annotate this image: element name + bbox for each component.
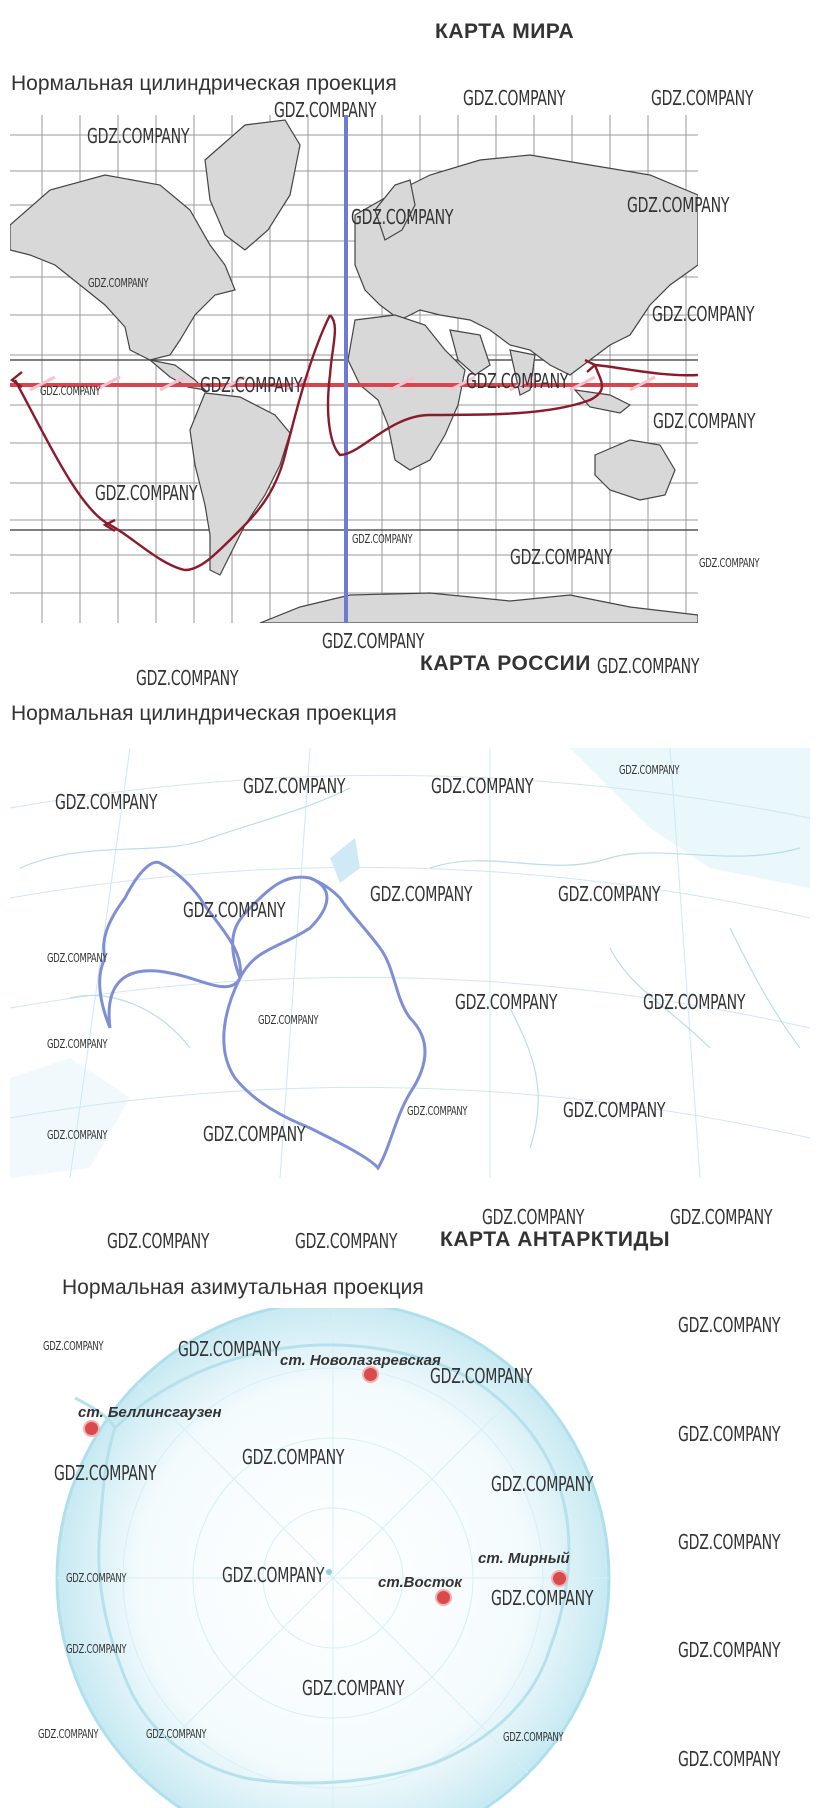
- russia-map-projection: Нормальная цилиндрическая проекция: [11, 702, 397, 725]
- watermark: GDZ.COMPANY: [678, 1530, 781, 1554]
- watermark: GDZ.COMPANY: [66, 1571, 127, 1585]
- watermark: GDZ.COMPANY: [563, 1098, 666, 1122]
- watermark: GDZ.COMPANY: [627, 193, 730, 217]
- watermark: GDZ.COMPANY: [295, 1229, 398, 1253]
- watermark: GDZ.COMPANY: [302, 1676, 405, 1700]
- watermark: GDZ.COMPANY: [431, 774, 534, 798]
- watermark: GDZ.COMPANY: [455, 990, 558, 1014]
- watermark: GDZ.COMPANY: [678, 1422, 781, 1446]
- watermark: GDZ.COMPANY: [463, 86, 566, 110]
- station-label-vostok: ст.Восток: [378, 1574, 462, 1591]
- watermark: GDZ.COMPANY: [491, 1586, 594, 1610]
- watermark: GDZ.COMPANY: [653, 409, 756, 433]
- watermark: GDZ.COMPANY: [652, 302, 755, 326]
- watermark: GDZ.COMPANY: [178, 1337, 281, 1361]
- watermark: GDZ.COMPANY: [352, 532, 413, 546]
- watermark: GDZ.COMPANY: [482, 1205, 585, 1229]
- watermark: GDZ.COMPANY: [619, 763, 680, 777]
- station-marker-bellingshausen: [85, 1422, 98, 1435]
- watermark: GDZ.COMPANY: [40, 384, 101, 398]
- watermark: GDZ.COMPANY: [597, 654, 700, 678]
- watermark: GDZ.COMPANY: [430, 1364, 533, 1388]
- watermark: GDZ.COMPANY: [146, 1727, 207, 1741]
- watermark: GDZ.COMPANY: [510, 545, 613, 569]
- watermark: GDZ.COMPANY: [88, 276, 149, 290]
- watermark: GDZ.COMPANY: [66, 1642, 127, 1656]
- watermark: GDZ.COMPANY: [370, 882, 473, 906]
- antarctica-map-projection: Нормальная азимутальная проекция: [62, 1276, 424, 1299]
- watermark: GDZ.COMPANY: [43, 1339, 104, 1353]
- watermark: GDZ.COMPANY: [491, 1472, 594, 1496]
- watermark: GDZ.COMPANY: [242, 1445, 345, 1469]
- station-label-novolazarevskaya: ст. Новолазаревская: [280, 1352, 441, 1369]
- watermark: GDZ.COMPANY: [54, 1461, 157, 1485]
- watermark: GDZ.COMPANY: [55, 790, 158, 814]
- watermark: GDZ.COMPANY: [38, 1727, 99, 1741]
- watermark: GDZ.COMPANY: [222, 1563, 325, 1587]
- world-map-projection: Нормальная цилиндрическая проекция: [11, 72, 397, 95]
- watermark: GDZ.COMPANY: [643, 990, 746, 1014]
- world-map-title: КАРТА МИРА: [435, 20, 575, 43]
- watermark: GDZ.COMPANY: [200, 373, 303, 397]
- watermark: GDZ.COMPANY: [678, 1747, 781, 1771]
- watermark: GDZ.COMPANY: [47, 951, 108, 965]
- station-label-bellingshausen: ст. Беллинсгаузен: [78, 1404, 222, 1421]
- watermark: GDZ.COMPANY: [136, 666, 239, 690]
- watermark: GDZ.COMPANY: [322, 629, 425, 653]
- watermark: GDZ.COMPANY: [107, 1229, 210, 1253]
- watermark: GDZ.COMPANY: [243, 774, 346, 798]
- station-label-mirny: ст. Мирный: [478, 1550, 570, 1567]
- watermark: GDZ.COMPANY: [47, 1037, 108, 1051]
- watermark: GDZ.COMPANY: [678, 1638, 781, 1662]
- watermark: GDZ.COMPANY: [670, 1205, 773, 1229]
- russia-map-title: КАРТА РОССИИ: [420, 652, 591, 675]
- watermark: GDZ.COMPANY: [407, 1104, 468, 1118]
- watermark: GDZ.COMPANY: [183, 898, 286, 922]
- watermark: GDZ.COMPANY: [258, 1013, 319, 1027]
- watermark: GDZ.COMPANY: [699, 556, 760, 570]
- watermark: GDZ.COMPANY: [466, 369, 569, 393]
- watermark: GDZ.COMPANY: [47, 1128, 108, 1142]
- watermark: GDZ.COMPANY: [95, 481, 198, 505]
- antarctica-map-title: КАРТА АНТАРКТИДЫ: [440, 1228, 671, 1251]
- station-marker-novolazarevskaya: [364, 1368, 377, 1381]
- station-marker-mirny: [553, 1572, 566, 1585]
- watermark: GDZ.COMPANY: [87, 124, 190, 148]
- watermark: GDZ.COMPANY: [203, 1122, 306, 1146]
- station-marker-vostok: [437, 1591, 450, 1604]
- watermark: GDZ.COMPANY: [503, 1730, 564, 1744]
- watermark: GDZ.COMPANY: [558, 882, 661, 906]
- watermark: GDZ.COMPANY: [678, 1313, 781, 1337]
- watermark: GDZ.COMPANY: [274, 98, 377, 122]
- watermark: GDZ.COMPANY: [351, 205, 454, 229]
- watermark: GDZ.COMPANY: [651, 86, 754, 110]
